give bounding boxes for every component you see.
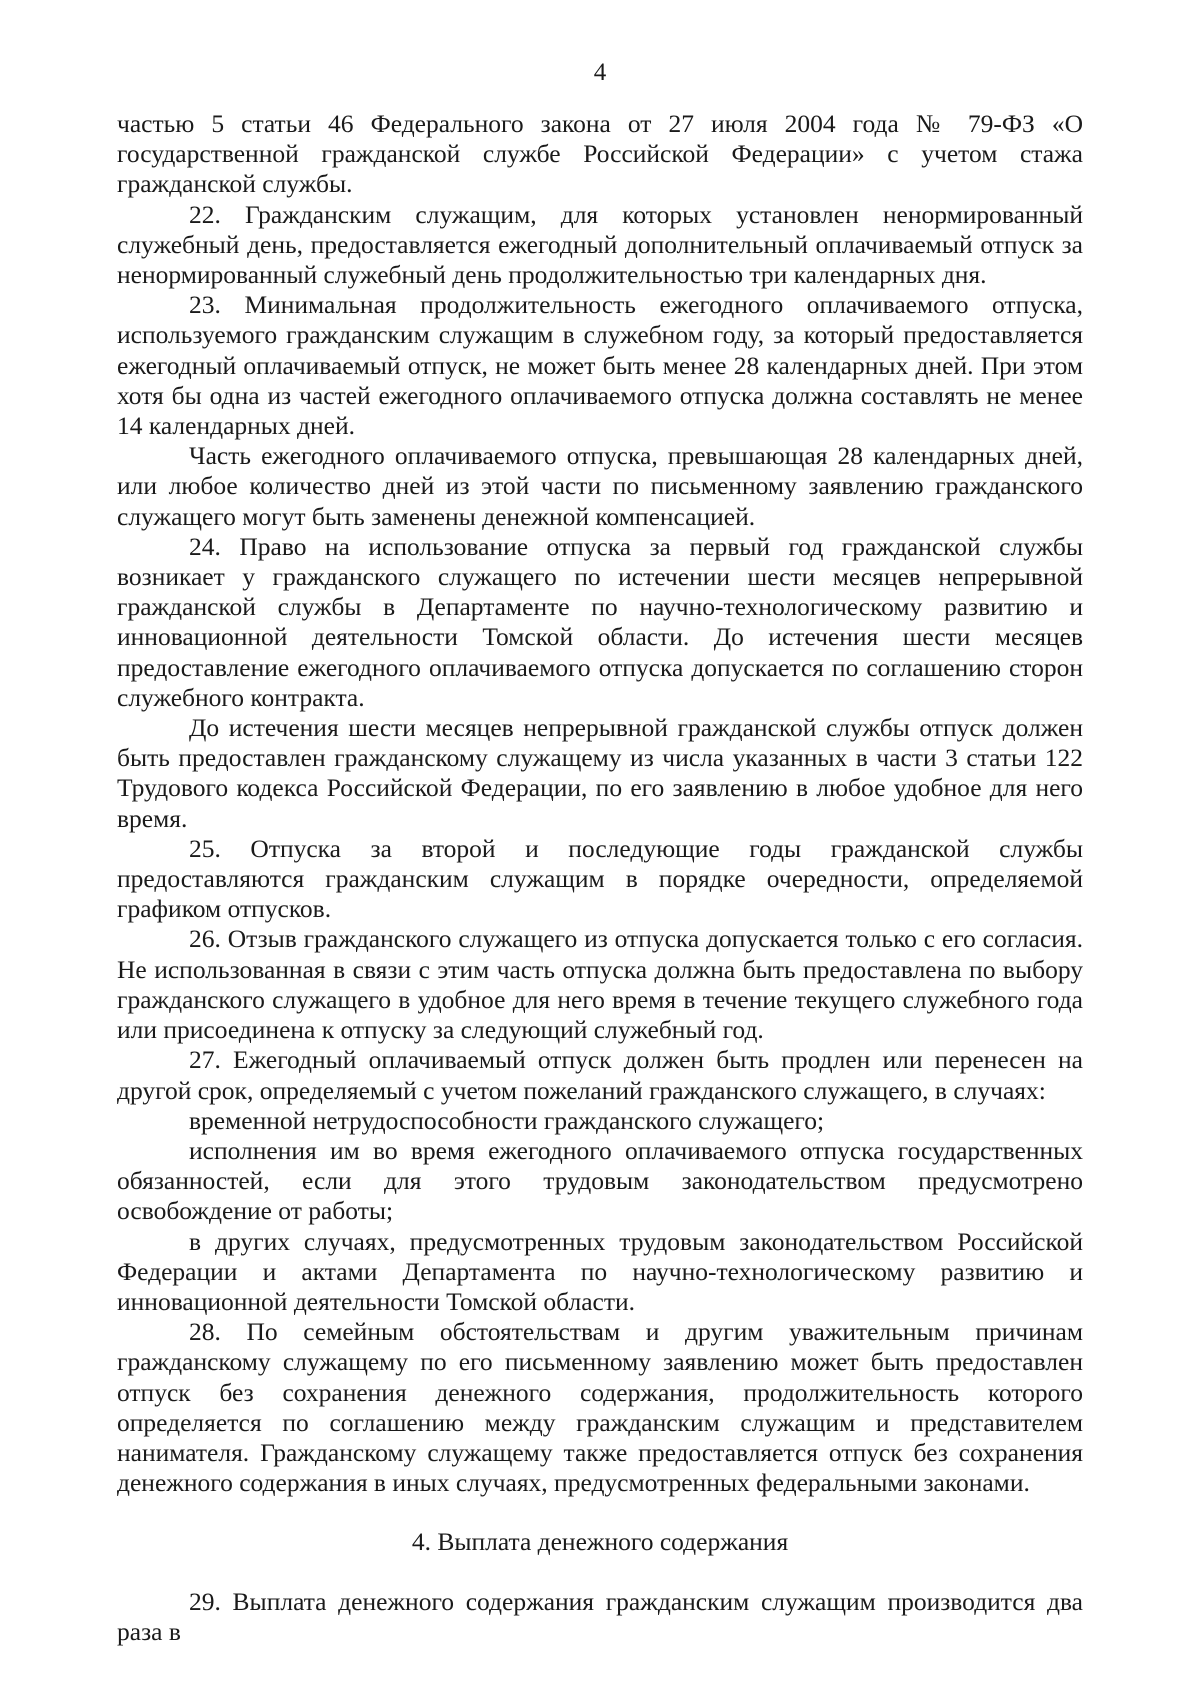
paragraph-26: 26. Отзыв гражданского служащего из отпуска допускается только с его согласия. Не использованная в связи с этим часть отпуска должна быть предоставлена по выбору гражданского служащего в удобное для него время в течение текущего служебного года или присоединена к отпуску за следующий служебный год.	[117, 924, 1083, 1045]
paragraph-continuation: частью 5 статьи 46 Федерального закона от 27 июля 2004 года № 79-ФЗ «О государственной гражданской службе Российской Федерации» с учетом стажа гражданской службы.	[117, 109, 1083, 199]
document-body	[117, 109, 1083, 1647]
list-item-state-duties: исполнения им во время ежегодного оплачиваемого отпуска государственных обязанностей, если для этого трудовым законодательством предусмотрено освобождение от работы;	[117, 1135, 1083, 1226]
list-item-other-cases: в других случаях, предусмотренных трудовым законодательством Российской Федерации и актами Департамента по научно-технологическому развитию и инновационной деятельности Томской области.	[117, 1226, 1083, 1316]
page-number: 4	[593, 59, 607, 86]
paragraph-23: 23. Минимальная продолжительность ежегодного оплачиваемого отпуска, используемого гражданским служащим в служебном году, за который предоставляется ежегодный оплачиваемый отпуск, не может быть менее 28 календарных дней. При этом хотя бы одна из частей ежегодного оплачиваемого отпуска должна составлять не менее 14 календарных дней.	[117, 290, 1083, 441]
list-item-disability: временной нетрудоспособности гражданского служащего;	[189, 1105, 825, 1135]
paragraph-29: 29. Выплата денежного содержания гражданским служащим производится два раза в	[117, 1586, 1083, 1646]
paragraph-24: 24. Право на использование отпуска за первый год гражданской службы возникает у гражданского служащего по истечении шести месяцев непрерывной гражданской службы в Департаменте по научно-технологическому развитию и инновационной деятельности Томской области. До истечения шести месяцев предоставление ежегодного оплачиваемого отпуска допускается по соглашению сторон служебного контракта.	[117, 531, 1083, 712]
paragraph-28: 28. По семейным обстоятельствам и другим уважительным причинам гражданскому служащему по его письменному заявлению может быть предоставлен отпуск без сохранения денежного содержания, продолжительность которого определяется по соглашению между гражданским служащим и представителем нанимателя. Гражданскому служащему также предоставляется отпуск без сохранения денежного содержания в иных случаях, предусмотренных федеральными законами.	[117, 1317, 1083, 1498]
paragraph-25: 25. Отпуска за второй и последующие годы гражданской службы предоставляются гражданским служащим в порядке очередности, определяемой графиком отпусков.	[117, 833, 1083, 924]
section-title: 4. Выплата денежного содержания	[411, 1527, 789, 1557]
paragraph-27: 27. Ежегодный оплачиваемый отпуск должен быть продлен или перенесен на другой срок, определяемый с учетом пожеланий гражданского служащего, в случаях:	[117, 1045, 1083, 1105]
paragraph-23-compensation: Часть ежегодного оплачиваемого отпуска, превышающая 28 календарных дней, или любое количество дней из этой части по письменному заявлению гражданского служащего могут быть заменены денежной компенсацией.	[117, 441, 1083, 531]
paragraph-22: 22. Гражданским служащим, для которых установлен ненормированный служебный день, предоставляется ежегодный дополнительный оплачиваемый отпуск за ненормированный служебный день продолжительностью три календарных дня.	[117, 199, 1083, 290]
paragraph-24-early-leave: До истечения шести месяцев непрерывной гражданской службы отпуск должен быть предоставлен гражданскому служащему из числа указанных в части 3 статьи 122 Трудового кодекса Российской Федерации, по его заявлению в любое удобное для него время.	[117, 713, 1083, 833]
